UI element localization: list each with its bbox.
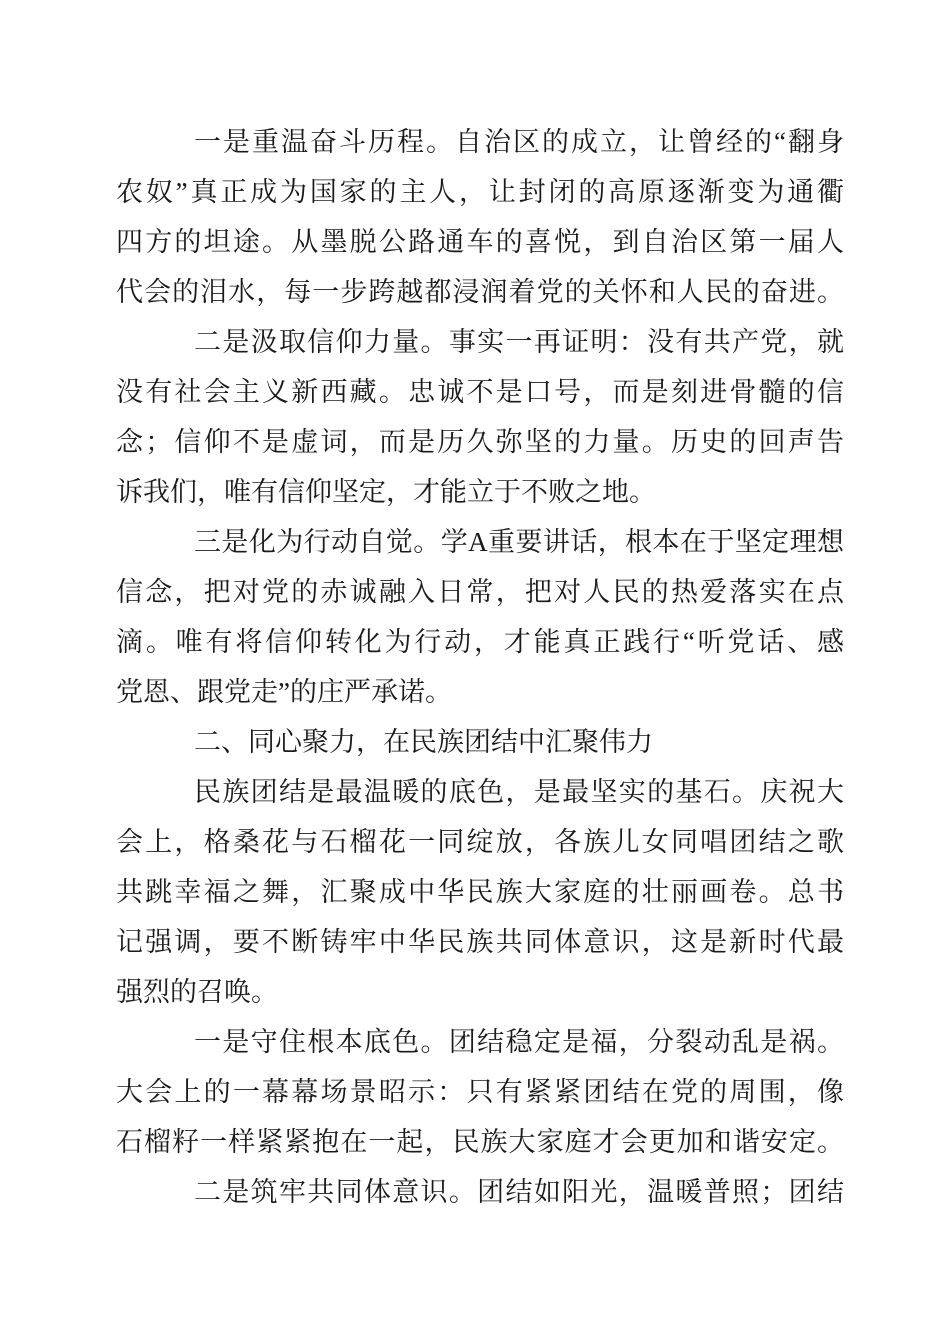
text-line: 三是化为行动自觉。学A重要讲话，根本在于坚定理想	[194, 527, 844, 557]
text-line: 没有社会主义新西藏。忠诚不是口号，而是刻进骨髓的信	[116, 377, 844, 407]
text-line: 农奴”真正成为国家的主人，让封闭的高原逐渐变为通衢	[116, 177, 844, 207]
text-line: 共跳幸福之舞，汇聚成中华民族大家庭的壮丽画卷。总书	[116, 877, 844, 907]
text-line: 念；信仰不是虚词，而是历久弥坚的力量。历史的回声告	[116, 427, 844, 457]
paragraph-5	[116, 1017, 844, 1167]
text-line: 党恩、跟党走”的庄严承诺。	[116, 677, 452, 707]
text-line: 大会上的一幕幕场景昭示：只有紧紧团结在党的周围，像	[116, 1077, 844, 1107]
paragraph-6	[116, 1167, 844, 1217]
text-line: 民族团结是最温暖的底色，是最坚实的基石。庆祝大	[194, 777, 844, 807]
text-line: 石榴籽一样紧紧抱在一起，民族大家庭才会更加和谐安定。	[116, 1127, 844, 1157]
text-line: 会上，格桑花与石榴花一同绽放，各族儿女同唱团结之歌	[116, 827, 844, 857]
paragraph-3	[116, 517, 844, 717]
text-line: 四方的坦途。从墨脱公路通车的喜悦，到自治区第一届人	[116, 227, 844, 257]
text-line: 代会的泪水，每一步跨越都浸润着党的关怀和人民的奋进。	[116, 277, 844, 307]
paragraph-1	[116, 117, 844, 317]
paragraph-4	[116, 767, 844, 1017]
text-line: 信念，把对党的赤诚融入日常，把对人民的热爱落实在点	[116, 577, 844, 607]
paragraph-2	[116, 317, 844, 517]
text-line: 二是汲取信仰力量。事实一再证明：没有共产党，就	[194, 327, 844, 357]
text-line: 诉我们，唯有信仰坚定，才能立于不败之地。	[116, 477, 656, 507]
text-line: 一是重温奋斗历程。自治区的成立，让曾经的“翻身	[194, 127, 844, 157]
heading-line: 二、同心聚力，在民族团结中汇聚伟力	[194, 727, 653, 757]
text-line: 一是守住根本底色。团结稳定是福，分裂动乱是祸。	[194, 1027, 844, 1057]
text-line: 滴。唯有将信仰转化为行动，才能真正践行“听党话、感	[116, 627, 844, 657]
section-heading	[116, 717, 844, 767]
text-line: 强烈的召唤。	[116, 977, 278, 1007]
text-line: 二是筑牢共同体意识。团结如阳光，温暖普照；团结	[194, 1177, 844, 1207]
text-line: 记强调，要不断铸牢中华民族共同体意识，这是新时代最	[116, 927, 844, 957]
